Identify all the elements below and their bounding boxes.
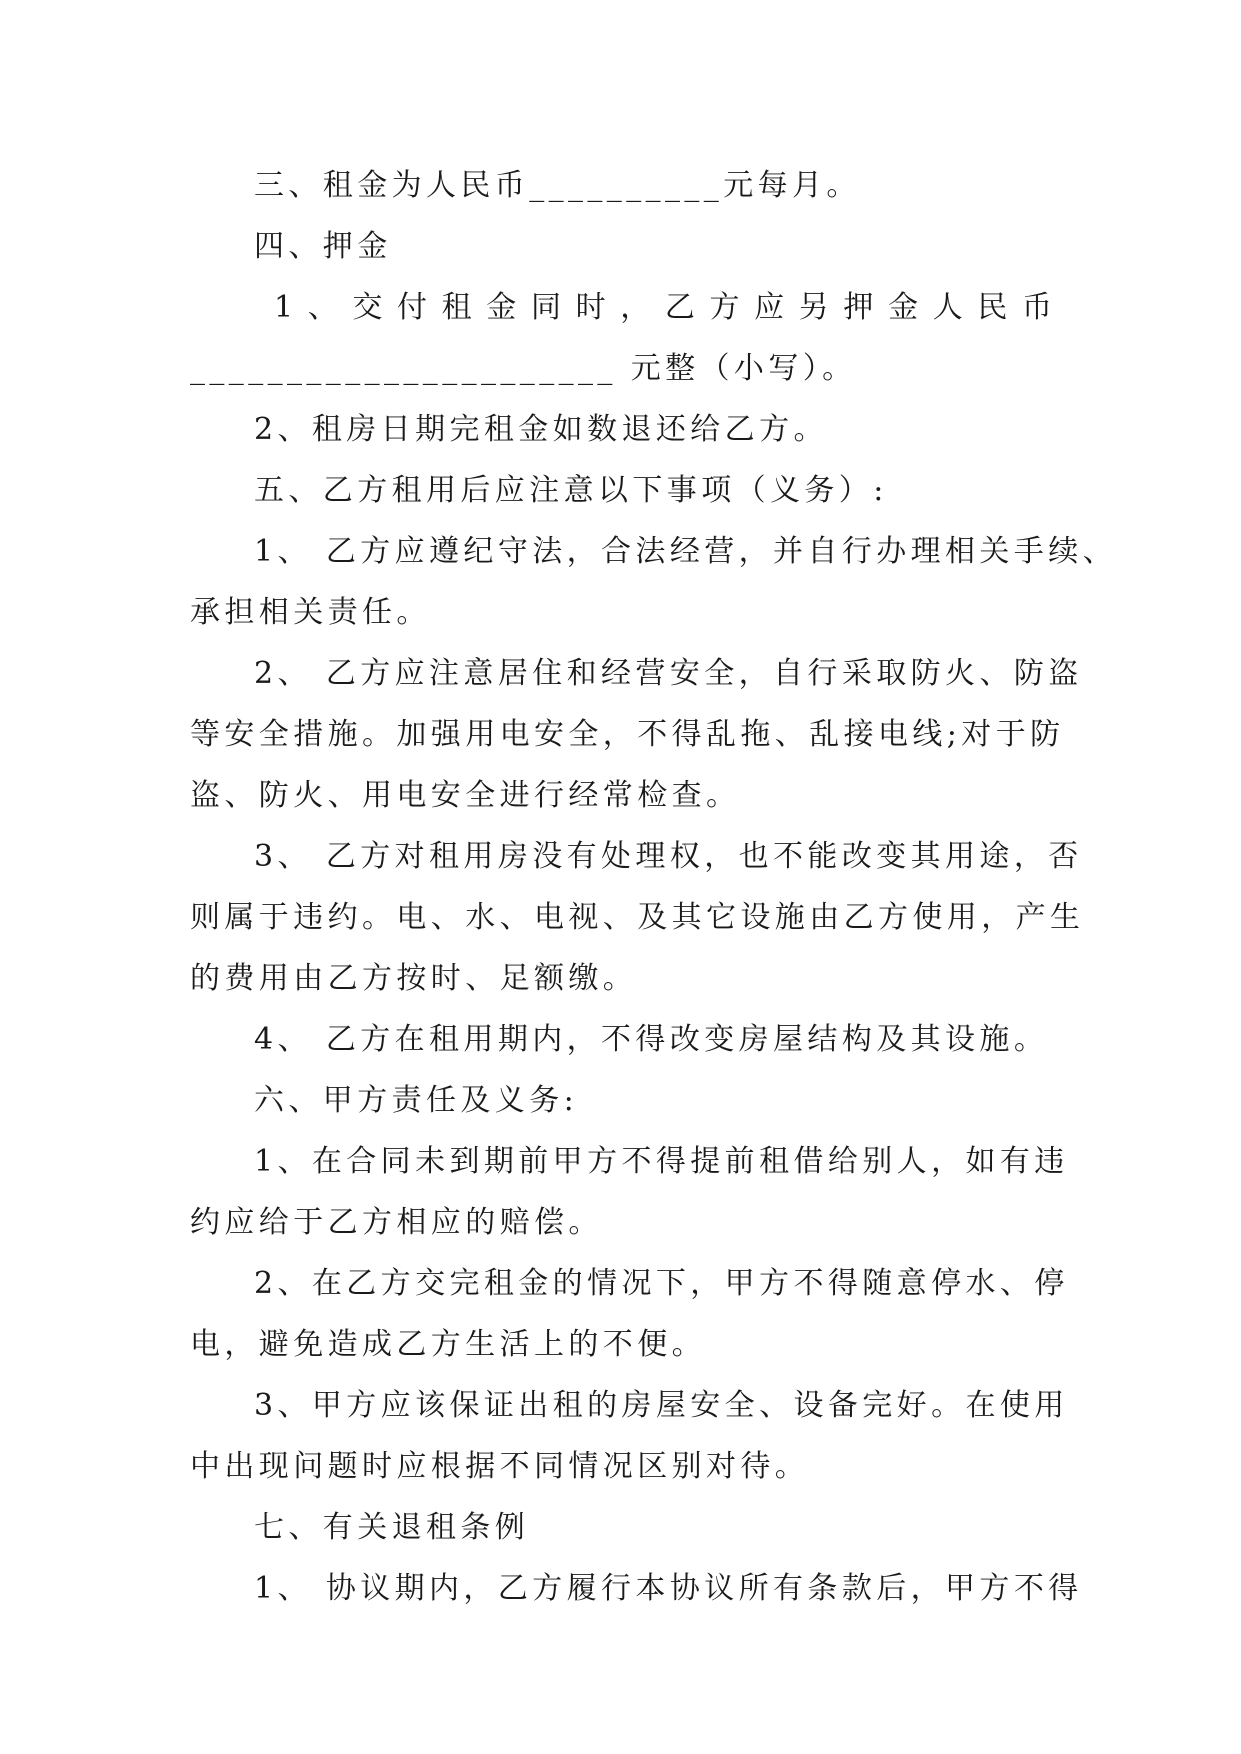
document-page (190, 155, 1118, 1619)
paragraph-line: 的费用由乙方按时、足额缴。 (190, 961, 638, 996)
paragraph-line: 则属于违约。电、水、电视、及其它设施由乙方使用，产生 (190, 900, 1085, 935)
paragraph-line: 承担相关责任。 (190, 595, 431, 630)
section-six-heading: 六、甲方责任及义务: (254, 1083, 579, 1118)
paragraph-line: 3、甲方应该保证出租的房屋安全、设备完好。在使用 (254, 1388, 1069, 1423)
paragraph-line: 约应给于乙方相应的赔偿。 (190, 1205, 603, 1240)
paragraph-line: 等安全措施。加强用电安全，不得乱拖、乱接电线;对于防 (190, 717, 1065, 752)
paragraph-line: 中出现问题时应根据不同情况区别对待。 (190, 1449, 810, 1484)
paragraph-line: 盗、防火、用电安全进行经常检查。 (190, 778, 741, 813)
section-seven-heading: 七、有关退租条例 (254, 1510, 530, 1545)
paragraph-line: 电，避免造成乙方生活上的不便。 (190, 1327, 706, 1362)
deposit-line-2: ______________________ 元整（小写）。 (190, 351, 857, 386)
paragraph-line: 1、 协议期内，乙方履行本协议所有条款后，甲方不得 (254, 1571, 1083, 1606)
clause-deposit-heading: 四、押金 (254, 229, 392, 264)
paragraph-line: 2、在乙方交完租金的情况下，甲方不得随意停水、停 (254, 1266, 1069, 1301)
section-five-heading: 五、乙方租用后应注意以下事项（义务）: (254, 473, 888, 508)
paragraph-line: 2、 乙方应注意居住和经营安全，自行采取防火、防盗 (254, 656, 1083, 691)
deposit-line-1: 1 、 交 付 租 金 同 时 ， 乙 方 应 另 押 金 人 民 币 (274, 290, 1052, 325)
paragraph-line: 4、 乙方在租用期内，不得改变房屋结构及其设施。 (254, 1022, 1049, 1057)
paragraph-line: 1、 乙方应遵纪守法，合法经营，并自行办理相关手续、 (254, 534, 1118, 569)
paragraph-line: 3、 乙方对租用房没有处理权，也不能改变其用途，否 (254, 839, 1083, 874)
deposit-refund: 2、租房日期完租金如数退还给乙方。 (254, 412, 828, 447)
paragraph-line: 1、在合同未到期前甲方不得提前租借给别人，如有违 (254, 1144, 1069, 1179)
clause-rent: 三、租金为人民币__________元每月。 (254, 168, 861, 203)
